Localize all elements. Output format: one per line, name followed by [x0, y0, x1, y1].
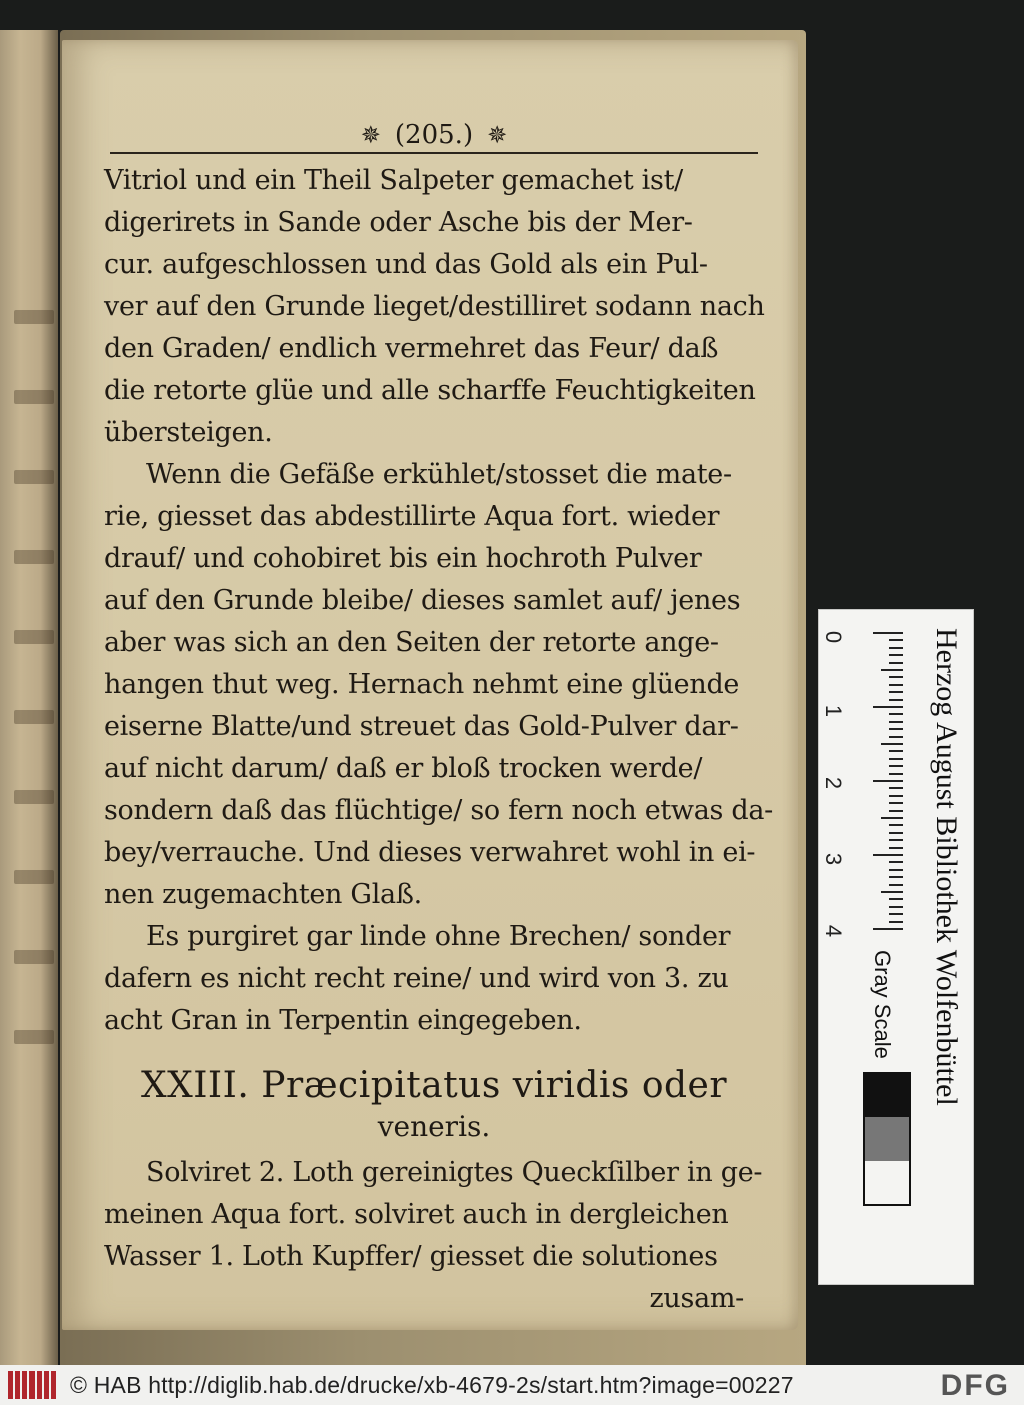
ruler-tick — [889, 795, 903, 797]
ruler-tick — [881, 817, 903, 819]
ruler-tick — [889, 750, 903, 752]
ruler-tick — [889, 662, 903, 664]
page-number: (205.) — [394, 120, 474, 150]
ruler-tick — [873, 854, 903, 856]
ruler-tick — [889, 869, 903, 871]
text-line: Es purgiret gar linde ohne Brechen/ sonder — [146, 921, 731, 952]
ruler-tick — [889, 647, 903, 649]
text-line: auf nicht darum/ daß er bloß trocken werde/ — [104, 753, 703, 784]
ruler-tick — [889, 824, 903, 826]
text-line: aber was sich an den Seiten der retorte ange- — [104, 627, 719, 658]
text-line: übersteigen. — [104, 417, 273, 448]
book-page — [62, 40, 798, 1330]
ruler-tick — [889, 639, 903, 641]
text-line: rie, giesset das abdestillirte Aqua fort. wieder — [104, 501, 720, 532]
text-line: meinen Aqua fort. solviret auch in dergleichen — [104, 1199, 729, 1230]
ruler-tick — [889, 906, 903, 908]
ruler — [819, 610, 903, 950]
footer-bar — [0, 1365, 1024, 1405]
ruler-tick — [889, 699, 903, 701]
gray-scale-label: Gray Scale — [870, 950, 895, 1059]
ruler-tick — [881, 891, 903, 893]
ruler-tick — [889, 913, 903, 915]
ruler-tick — [889, 713, 903, 715]
ruler-number: 0 — [821, 630, 847, 644]
ruler-tick — [889, 832, 903, 834]
card-title: Herzog August Bibliothek Wolfenbüttel — [930, 628, 963, 1106]
ornament-left-icon: ✵ — [360, 121, 381, 149]
ruler-tick — [889, 684, 903, 686]
copyright-url: © HAB http://diglib.hab.de/drucke/xb-4679-2s/start.htm?image=00227 — [70, 1371, 794, 1398]
text-line: die retorte glüe und alle scharffe Feuchtigkeiten — [104, 375, 756, 406]
ruler-tick — [889, 765, 903, 767]
text-line: Solviret 2. Loth gereinigtes Queckſilber in ge- — [146, 1157, 763, 1188]
catchword: zusam- — [649, 1283, 744, 1314]
text-line: Wenn die Gefäße erkühlet/stosset die mate- — [146, 459, 732, 490]
ruler-tick — [873, 632, 903, 634]
ruler-number: 1 — [821, 704, 847, 718]
text-line: Vitriol und ein Theil Salpeter gemachet ist/ — [104, 165, 683, 196]
text-line: sondern daß das flüchtige/ so fern noch etwas da- — [104, 795, 773, 826]
ruler-tick — [889, 839, 903, 841]
color-ruler-card — [818, 609, 974, 1285]
ruler-tick — [873, 928, 903, 930]
ruler-tick — [889, 728, 903, 730]
text-line: acht Gran in Terpentin eingegeben. — [104, 1005, 582, 1036]
gray-swatch-black — [865, 1074, 909, 1117]
text-line: Wasser 1. Loth Kupffer/ giesset die solutiones — [104, 1241, 718, 1272]
ruler-tick — [889, 876, 903, 878]
ornament-right-icon: ✵ — [487, 121, 508, 149]
ruler-tick — [889, 802, 903, 804]
gray-swatch-white — [865, 1161, 909, 1204]
text-line: nen zugemachten Glaß. — [104, 879, 422, 910]
text-line: auf den Grunde bleibe/ dieses samlet auf/ jenes — [104, 585, 741, 616]
ruler-number: 2 — [821, 776, 847, 790]
facing-page-edge — [0, 30, 58, 1365]
section-title: XXIII. Præcipitatus viridis oder — [140, 1065, 728, 1106]
text-line: bey/verrauche. Und dieses verwahret wohl in ei- — [104, 837, 756, 868]
text-line: ver auf den Grunde lieget/destilliret sodann nach — [104, 291, 765, 322]
ruler-tick — [881, 743, 903, 745]
text-line: cur. aufgeschlossen und das Gold als ein Pul- — [104, 249, 708, 280]
text-line: den Graden/ endlich vermehret das Feur/ daß — [104, 333, 719, 364]
ruler-tick — [889, 847, 903, 849]
ruler-tick — [889, 810, 903, 812]
ruler-tick — [889, 861, 903, 863]
ruler-number: 4 — [821, 924, 847, 938]
header-rule — [110, 152, 758, 154]
text-line: digerirets in Sande oder Asche bis der Mer- — [104, 207, 693, 238]
ruler-tick — [889, 898, 903, 900]
ruler-tick — [889, 691, 903, 693]
ruler-tick — [889, 676, 903, 678]
ruler-tick — [889, 758, 903, 760]
hab-logo-icon — [8, 1371, 56, 1399]
text-line: dafern es nicht recht reine/ und wird von 3. zu — [104, 963, 729, 994]
ruler-tick — [873, 706, 903, 708]
page-header — [104, 120, 764, 150]
text-line: drauf/ und cohobiret bis ein hochroth Pulver — [104, 543, 702, 574]
gray-swatch-mid — [865, 1117, 909, 1160]
ruler-tick — [881, 669, 903, 671]
text-line: hangen thut weg. Hernach nehmt eine glüende — [104, 669, 740, 700]
ruler-tick — [889, 654, 903, 656]
page-text — [104, 120, 773, 1320]
ruler-number: 3 — [821, 852, 847, 866]
ruler-tick — [889, 921, 903, 923]
section-subtitle: veneris. — [377, 1110, 491, 1143]
ruler-tick — [889, 773, 903, 775]
ruler-tick — [889, 736, 903, 738]
ruler-tick — [889, 721, 903, 723]
ruler-tick — [873, 780, 903, 782]
ruler-tick — [889, 884, 903, 886]
dfg-logo: DFG — [940, 1369, 1010, 1402]
text-line: eiserne Blatte/und streuet das Gold-Pulver dar- — [104, 711, 739, 742]
gray-scale-swatches — [863, 1072, 911, 1206]
ruler-tick — [889, 787, 903, 789]
